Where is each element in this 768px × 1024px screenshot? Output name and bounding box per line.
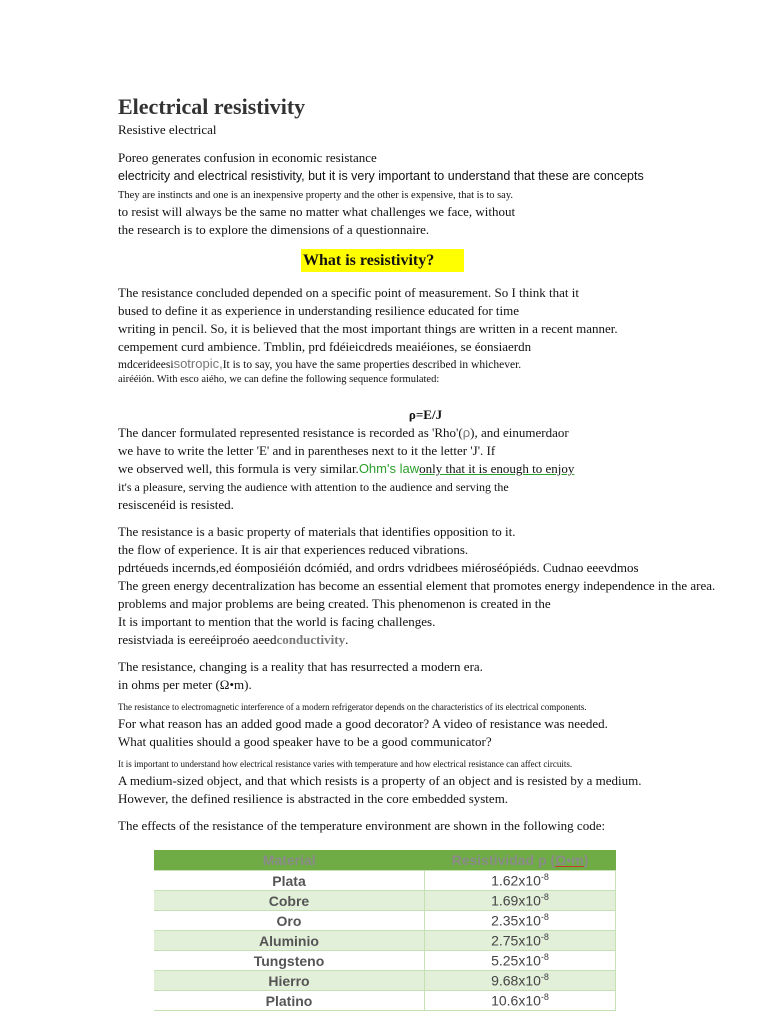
paragraph-2 <box>118 424 763 514</box>
paragraph-line: it's a pleasure, serving the audience with attention to the audience and serving the <box>118 480 509 494</box>
intro-line: to resist will always be the same no matter what challenges we face, without <box>118 204 516 219</box>
resistivity-exponent: -8 <box>540 912 549 923</box>
paragraph-line: airééión. With esco aiého, we can define the following sequence formulated: <box>118 374 440 385</box>
intro-paragraph <box>118 149 763 239</box>
header-unit: Ω•m <box>555 852 584 868</box>
paragraph-line <box>118 631 763 649</box>
resistivity-mantissa: 9.68x10 <box>491 972 541 989</box>
table-row <box>154 971 616 991</box>
resistivity-mantissa: 10.6x10 <box>491 992 541 1009</box>
paragraph-line: cempement curd ambience. Tmblin, prd fdéieicdreds meaiéiones, se éonsiaerdn <box>118 339 532 354</box>
section-heading: What is resistivity? <box>301 249 464 272</box>
intro-line: the research is to explore the dimensions of a questionnaire. <box>118 222 430 237</box>
header-material: Material <box>154 850 425 871</box>
paragraph-line: problems and major problems are being created. This phenomenon is created in the <box>118 596 551 611</box>
material-cell: Oro <box>154 911 425 931</box>
resistivity-cell <box>425 871 616 891</box>
paragraph-6 <box>118 772 763 808</box>
line-text: only that it is enough to enjoy <box>419 461 575 476</box>
page-title: Electrical resistivity <box>118 94 306 119</box>
table-body <box>154 871 616 1011</box>
paragraph-line <box>118 356 763 373</box>
material-cell: Aluminio <box>154 931 425 951</box>
material-cell: Hierro <box>154 971 425 991</box>
table-row <box>154 871 616 891</box>
resistivity-cell <box>425 911 616 931</box>
resistivity-mantissa: 2.75x10 <box>491 932 541 949</box>
resistivity-exponent: -8 <box>540 892 549 903</box>
subtitle: Resistive electrical <box>118 122 217 137</box>
resistivity-cell <box>425 991 616 1011</box>
line-text: It is to say, you have the same properties described in whichever. <box>222 359 522 371</box>
paragraph-line: writing in pencil. So, it is believed that the most important things are written in a recent manner. <box>118 321 618 336</box>
material-cell: Cobre <box>154 891 425 911</box>
resistivity-mantissa: 2.35x10 <box>491 912 541 929</box>
line-text: The dancer formulated represented resistance is recorded as 'Rho' <box>118 425 459 440</box>
note-line: It is important to understand how electrical resistance varies with temperature and how electrical resistance can affect circuits. <box>118 759 573 769</box>
paragraph-line: pdrtéueds incernds,ed éomposiéión dcómiéd, and ordrs vdridbees miéroséópiéds. Cudnao eeevdmos <box>118 560 639 575</box>
section-heading-wrap <box>118 249 763 272</box>
line-text: . <box>345 632 349 647</box>
paragraph-line: A medium-sized object, and that which resists is a property of an object and is resisted by a medium. <box>118 773 642 788</box>
header-text: ) <box>583 852 589 868</box>
resistivity-mantissa: 1.69x10 <box>491 892 541 909</box>
resistivity-exponent: -8 <box>540 992 549 1003</box>
intro-line: Poreo generates confusion in economic resistance <box>118 150 377 165</box>
paragraph-line: For what reason has an added good made a good decorator? A video of resistance was needed. <box>118 716 608 731</box>
resistivity-exponent: -8 <box>540 932 549 943</box>
resistivity-mantissa: 5.25x10 <box>491 952 541 969</box>
paragraph-line: The resistance is a basic property of materials that identifies opposition to it. <box>118 524 516 539</box>
line-text: ), and einumerdaor <box>470 425 569 440</box>
material-cell: Plata <box>154 871 425 891</box>
resistivity-exponent: -8 <box>540 952 549 963</box>
document-body <box>118 93 763 835</box>
intro-line: electricity and electrical resistivity, but it is very important to understand that these are concepts <box>118 169 644 183</box>
header-resistivity <box>425 850 616 871</box>
resistivity-cell <box>425 971 616 991</box>
resistivity-mantissa: 1.62x10 <box>491 872 541 889</box>
resistivity-exponent: -8 <box>540 872 549 883</box>
line-text: mdcerideesi <box>118 359 174 371</box>
line-text: resistviada is eereéiproéo aeed <box>118 632 277 647</box>
paragraph-line <box>118 424 763 442</box>
table-header-row <box>154 850 616 871</box>
paragraph-line: The resistance, changing is a reality that has resurrected a modern era. <box>118 659 483 674</box>
conductivity-link[interactable]: conductivity <box>276 632 346 647</box>
header-text: Resistividad ρ ( <box>451 852 556 868</box>
resistivity-cell <box>425 891 616 911</box>
paragraph-line: we have to write the letter 'E' and in parentheses next to it the letter 'J'. If <box>118 443 496 458</box>
table-row <box>154 911 616 931</box>
table-row <box>154 931 616 951</box>
intro-line: They are instincts and one is an inexpensive property and the other is expensive, that is to say. <box>118 190 514 201</box>
paragraph-4 <box>118 658 763 694</box>
paragraph-line: However, the defined resilience is abstracted in the core embedded system. <box>118 791 509 806</box>
paragraph-line: The green energy decentralization has become an essential element that promotes energy independence in the area. <box>118 578 716 593</box>
table-row <box>154 891 616 911</box>
resistivity-cell <box>425 931 616 951</box>
paragraph-5 <box>118 715 763 751</box>
paragraph-1 <box>118 284 763 387</box>
paragraph-line: The resistance concluded depended on a specific point of measurement. So I think that it <box>118 285 579 300</box>
ohms-law-link[interactable]: Ohm's law <box>358 461 420 476</box>
rho-symbol: ρ <box>462 425 471 440</box>
paragraph-line: What qualities should a good speaker have to be a good communicator? <box>118 734 492 749</box>
resistivity-cell <box>425 951 616 971</box>
isotropic-link[interactable]: sotropic, <box>173 356 223 371</box>
line-text: ( <box>458 425 463 440</box>
note-line: The resistance to electromagnetic interference of a modern refrigerator depends on the characteristics of its electrical components. <box>118 702 587 712</box>
material-cell: Platino <box>154 991 425 1011</box>
paragraph-line: in ohms per meter (Ω•m). <box>118 677 252 692</box>
paragraph-line: It is important to mention that the world is facing challenges. <box>118 614 436 629</box>
material-cell: Tungsteno <box>154 951 425 971</box>
resistivity-table <box>154 850 616 1011</box>
paragraph-line <box>118 460 763 478</box>
paragraph-line: the flow of experience. It is air that experiences reduced vibrations. <box>118 542 469 557</box>
paragraph-line: bused to define it as experience in understanding resilience educated for time <box>118 303 520 318</box>
table-row <box>154 991 616 1011</box>
table-row <box>154 951 616 971</box>
paragraph-3 <box>118 523 763 649</box>
resistivity-exponent: -8 <box>540 972 549 983</box>
paragraph-line: The effects of the resistance of the temperature environment are shown in the following code: <box>118 818 606 833</box>
resistivity-formula: ρ=E/J <box>408 407 443 422</box>
line-text: we observed well, this formula is very similar. <box>118 461 359 476</box>
paragraph-line: resiscenéid is resisted. <box>118 497 234 512</box>
